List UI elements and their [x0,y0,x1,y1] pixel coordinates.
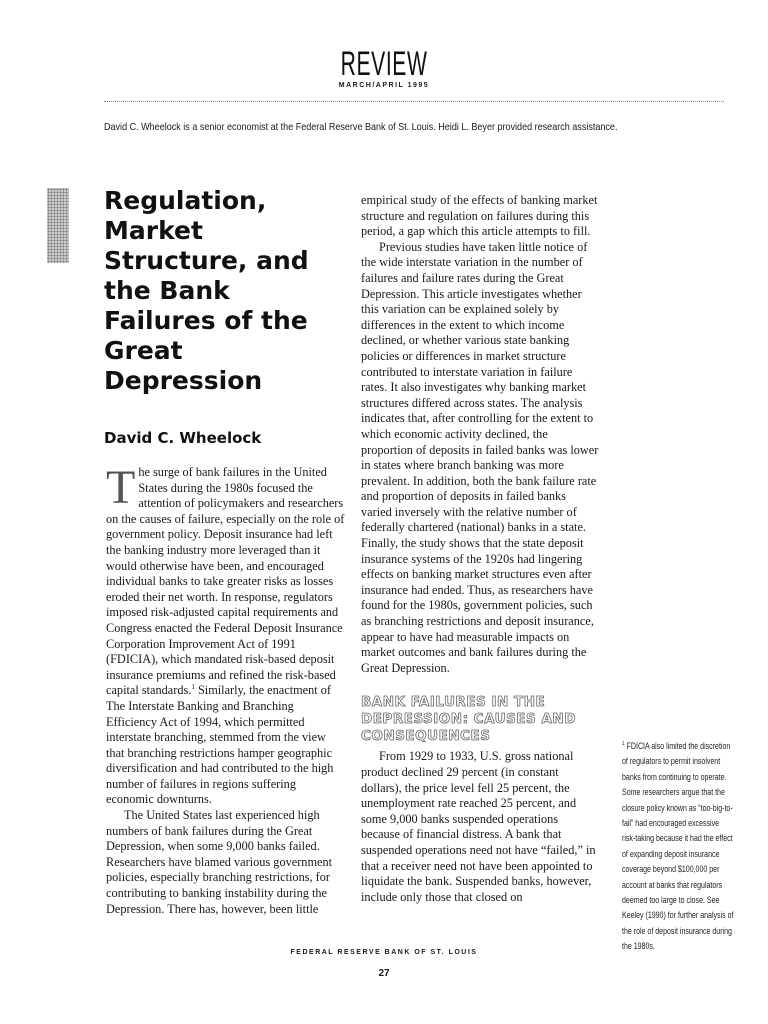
page-number: 27 [378,968,390,979]
drop-cap: T [106,461,136,514]
paragraph-3: Previous studies have taken little notice of the wide interstate variation in the number of failures and failure rates during the Great Depression. This article investigates whether this variation can be explained solely by differences in the extent to which income declined, or whether various state banking policies or differences in market structure contributed to interstate variation in failure rates. It also investigates why banking market structures differed across states. The analysis indicates that, after controlling for the extent to which economic activity declined, the proportion of deposits in failed banks was lower in states where branch banking was more prevalent. In addition, both the bank failure rate and proportion of deposits in failed banks varied inversely with the relative number of federally chartered (national) banks in a state. Finally, the study shows that the state deposit insurance systems of the 1920s had lingering effects on banking market structures even after insurance had ended. Thus, as researchers have found for the 1980s, government policies, such as branching restrictions and deposit insurance, appear to have had measurable impacts on market outcomes and bank failures during the Great Depression. [361,239,599,675]
paragraph-intro-tail: Similarly, the enactment of The Interstate Banking and Branching Efficiency Act of 1994, which permitted interstate branching, stemmed from the view that branching restrictions hamper geographic diversification and had contributed to the high number of failures in regions suffering economic downturns. [106,683,334,807]
author-note: David C. Wheelock is a senior economist at the Federal Reserve Bank of St. Louis. Heidi L. Beyer provided research assistance. [104,121,618,133]
journal-logo: REVIEW [340,45,428,83]
section-heading: BANK FAILURES IN THE DEPRESSION: CAUSES AND CONSEQUENCES [361,694,576,745]
article-title: Regulation, Market Structure, and the Bank Failures of the Great Depression [104,186,309,395]
page-footer: FEDERAL RESERVE BANK OF ST. LOUIS [290,949,478,956]
footnote-text: FDICIA also limited the discretion of regulators to permit insolvent banks from continuing to operate. Some researchers argue that the closure policy known as “too-big-to-fail” had encouraged excessive risk-taking because it had the effect of expanding deposit insurance coverage beyond $100,000 per account at banks that regulators deemed too large to close. See Keeley (1990) for further analysis of the role of deposit insurance during the 1980s. [622,741,734,952]
paragraph-4: From 1929 to 1933, U.S. gross national product declined 29 percent (in constant dollars), the price level fell 25 percent, the unemployment rate reached 25 percent, and some 9,000 banks suspended operations because of financial distress. A bank that suspended operations need not have “failed,” in that a receiver need not have been appointed to liquidate the bank. Suspended banks, however, include only those that closed on [361,749,596,904]
right-column [361,193,599,905]
paragraph-2-continued: empirical study of the effects of banking market structure and regulation on failures during this period, a gap which this article attempts to fill. [361,193,598,239]
paragraph-intro [106,461,346,808]
decorative-halftone-bar [47,188,69,263]
issue-date: MARCH/APRIL 1995 [338,82,430,89]
footnote-reference[interactable]: 1 [191,683,195,692]
sidebar-footnote [622,739,734,955]
article-author: David C. Wheelock [104,429,262,447]
paragraph-2: The United States last experienced high numbers of bank failures during the Great Depression, when some 9,000 banks failed. Researchers have blamed various government policies, especially branching restrictions, for contributing to banking instability during the Depression. There has, however, been little [106,808,333,916]
left-column [106,461,346,917]
header-divider [104,101,724,102]
footnote-number: 1 [622,741,625,748]
masthead [0,44,768,89]
paragraph-intro-text: he surge of bank failures in the United States during the 1980s focused the attention of policymakers and researchers on the causes of failure, especially on the role of government policy. Deposit insurance had left the banking industry more leveraged than it would otherwise have been, and encouraged individual banks to take greater risks as losses eroded their net worth. In response, regulators imposed risk-adjusted capital requirements and Congress enacted the Federal Deposit Insurance Corporation Improvement Act of 1991 (FDICIA), which mandated risk-based deposit insurance premiums and refined the risk-based capital standards. [106,465,345,698]
